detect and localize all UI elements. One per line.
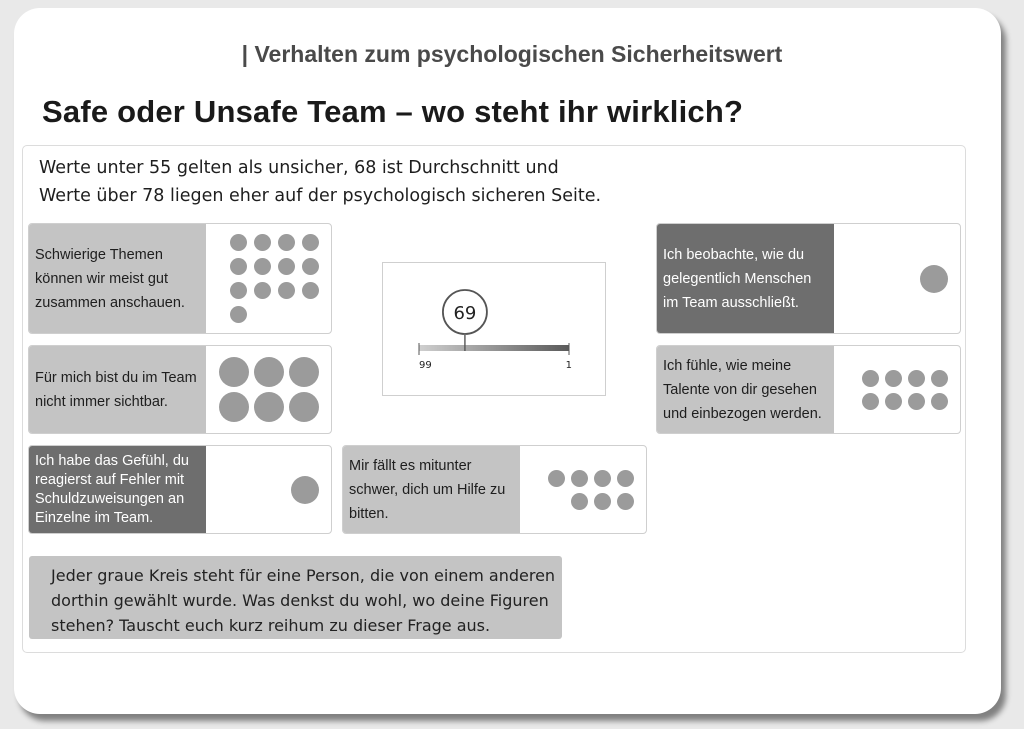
vote-dot bbox=[908, 370, 925, 387]
vote-dot bbox=[278, 282, 295, 299]
statement-card-talente bbox=[656, 345, 961, 434]
vote-dot bbox=[278, 258, 295, 275]
score-gauge bbox=[382, 262, 606, 396]
statement-card-ausschliessen bbox=[656, 223, 961, 334]
vote-dot bbox=[617, 470, 634, 487]
statement-label: Schwierige Themen können wir meist gut zusammen anschauen. bbox=[29, 224, 206, 333]
gauge-graphic bbox=[383, 263, 605, 395]
statement-label: Ich habe das Gefühl, du reagierst auf Fehler mit Schuldzuweisungen an Einzelne im Team. bbox=[29, 446, 206, 533]
intro-line-1: Werte unter 55 gelten als unsicher, 68 ist Durchschnitt und bbox=[39, 158, 559, 178]
vote-dot bbox=[920, 265, 948, 293]
vote-dot bbox=[230, 258, 247, 275]
vote-dot bbox=[885, 393, 902, 410]
vote-dots bbox=[834, 346, 960, 433]
vote-dot bbox=[278, 234, 295, 251]
statement-label: Ich fühle, wie meine Talente von dir gesehen und einbezogen werden. bbox=[657, 346, 834, 433]
vote-dot bbox=[571, 470, 588, 487]
statement-label: Für mich bist du im Team nicht immer sichtbar. bbox=[29, 346, 206, 433]
gauge-scale-right-label: 1 bbox=[565, 360, 572, 371]
vote-dot bbox=[617, 493, 634, 510]
vote-dots bbox=[520, 446, 646, 533]
vote-dot bbox=[302, 258, 319, 275]
vote-dot bbox=[885, 370, 902, 387]
vote-dot bbox=[230, 306, 247, 323]
instruction-box: Jeder graue Kreis steht für eine Person, die von einem anderen dorthin gewählt wurde. Was denkst du wohl, wo deine Figuren stehen? Tauscht euch kurz reihum zu dieser Frage aus. bbox=[29, 556, 562, 639]
vote-dot bbox=[931, 393, 948, 410]
vote-dot bbox=[219, 357, 249, 387]
vote-dot bbox=[230, 234, 247, 251]
gauge-value: 69 bbox=[453, 303, 477, 324]
vote-dot bbox=[862, 370, 879, 387]
gauge-scale-bar bbox=[419, 345, 569, 351]
vote-dot bbox=[548, 470, 565, 487]
vote-dots bbox=[834, 224, 960, 333]
vote-dot bbox=[594, 470, 611, 487]
vote-dot bbox=[862, 393, 879, 410]
vote-dot bbox=[254, 258, 271, 275]
vote-dot bbox=[302, 282, 319, 299]
page-title: Safe oder Unsafe Team – wo steht ihr wirklich? bbox=[42, 94, 744, 129]
vote-dot bbox=[291, 476, 319, 504]
statement-label: Ich beobachte, wie du gelegentlich Menschen im Team ausschließt. bbox=[657, 224, 834, 333]
vote-dot bbox=[289, 357, 319, 387]
intro-text bbox=[39, 154, 601, 210]
vote-dot bbox=[254, 282, 271, 299]
vote-dot bbox=[254, 234, 271, 251]
statement-card-themen bbox=[28, 223, 332, 334]
vote-dot bbox=[931, 370, 948, 387]
statement-card-fehler bbox=[28, 445, 332, 534]
statement-card-sichtbar bbox=[28, 345, 332, 434]
statement-label: Mir fällt es mitunter schwer, dich um Hilfe zu bitten. bbox=[343, 446, 520, 533]
vote-dots bbox=[206, 346, 331, 433]
vote-dot bbox=[302, 234, 319, 251]
vote-dots bbox=[206, 446, 331, 533]
statement-card-hilfe bbox=[342, 445, 647, 534]
intro-line-2: Werte über 78 liegen eher auf der psychologisch sicheren Seite. bbox=[39, 186, 602, 206]
vote-dot bbox=[908, 393, 925, 410]
vote-dot bbox=[289, 392, 319, 422]
vote-dot bbox=[594, 493, 611, 510]
vote-dot bbox=[230, 282, 247, 299]
vote-dot bbox=[219, 392, 249, 422]
gauge-scale-left-label: 99 bbox=[419, 360, 432, 371]
vote-dots bbox=[206, 224, 331, 333]
section-subtitle: | Verhalten zum psychologischen Sicherheitswert bbox=[241, 41, 783, 67]
vote-dot bbox=[254, 392, 284, 422]
vote-dot bbox=[254, 357, 284, 387]
vote-dot bbox=[571, 493, 588, 510]
